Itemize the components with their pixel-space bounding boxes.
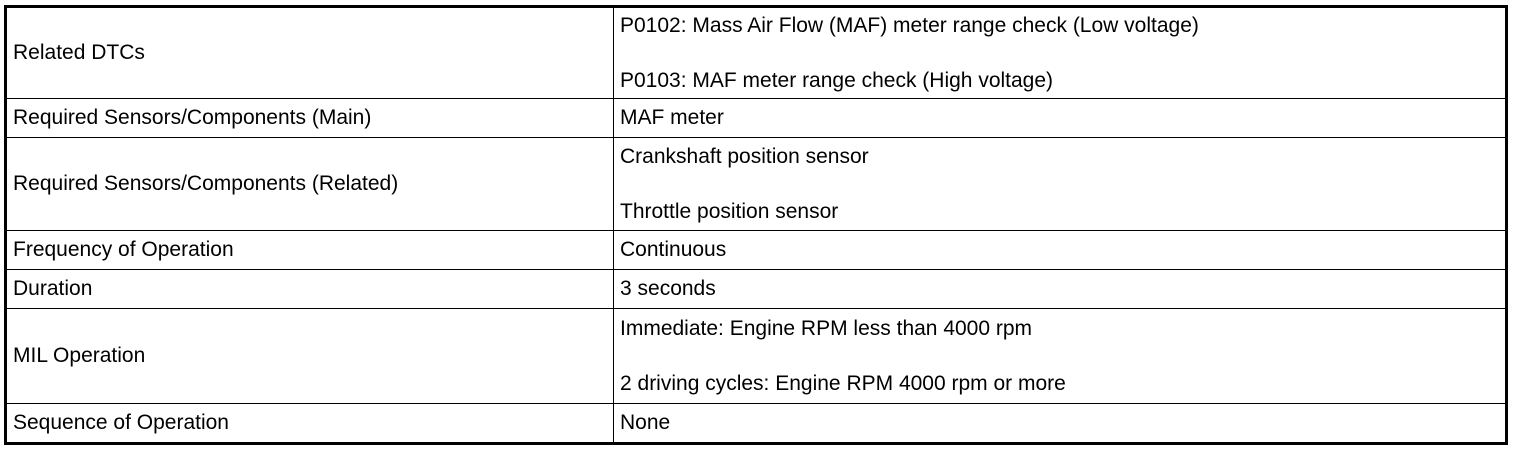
- row-label: Required Sensors/Components (Main): [6, 99, 614, 138]
- value-line: 3 seconds: [620, 277, 716, 300]
- value-line: 2 driving cycles: Engine RPM 4000 rpm or more: [620, 371, 1066, 395]
- row-label: Required Sensors/Components (Related): [6, 138, 614, 231]
- monitor-spec-table: [4, 5, 1508, 445]
- value-line: Throttle position sensor: [620, 199, 839, 223]
- table-row: [6, 138, 1507, 231]
- row-value: [614, 99, 1507, 138]
- row-label: MIL Operation: [6, 309, 614, 404]
- row-value: [614, 138, 1507, 231]
- row-value: [614, 270, 1507, 309]
- row-label: Related DTCs: [6, 7, 614, 99]
- value-line: Continuous: [620, 238, 727, 261]
- value-line: MAF meter: [620, 106, 724, 129]
- row-value: [614, 231, 1507, 270]
- table-row: [6, 7, 1507, 99]
- table-row: [6, 309, 1507, 404]
- value-line: P0103: MAF meter range check (High voltage): [620, 68, 1054, 92]
- value-line: Crankshaft position sensor: [620, 144, 869, 168]
- value-line: Immediate: Engine RPM less than 4000 rpm: [620, 316, 1033, 340]
- row-value: [614, 7, 1507, 99]
- row-value: [614, 404, 1507, 444]
- row-label: Sequence of Operation: [6, 404, 614, 444]
- table-row: [6, 231, 1507, 270]
- value-line: None: [620, 411, 671, 434]
- table-row: [6, 99, 1507, 138]
- value-line: P0102: Mass Air Flow (MAF) meter range check (Low voltage): [620, 13, 1199, 37]
- table-row: [6, 270, 1507, 309]
- table-row: [6, 404, 1507, 444]
- row-value: [614, 309, 1507, 404]
- row-label: Frequency of Operation: [6, 231, 614, 270]
- row-label: Duration: [6, 270, 614, 309]
